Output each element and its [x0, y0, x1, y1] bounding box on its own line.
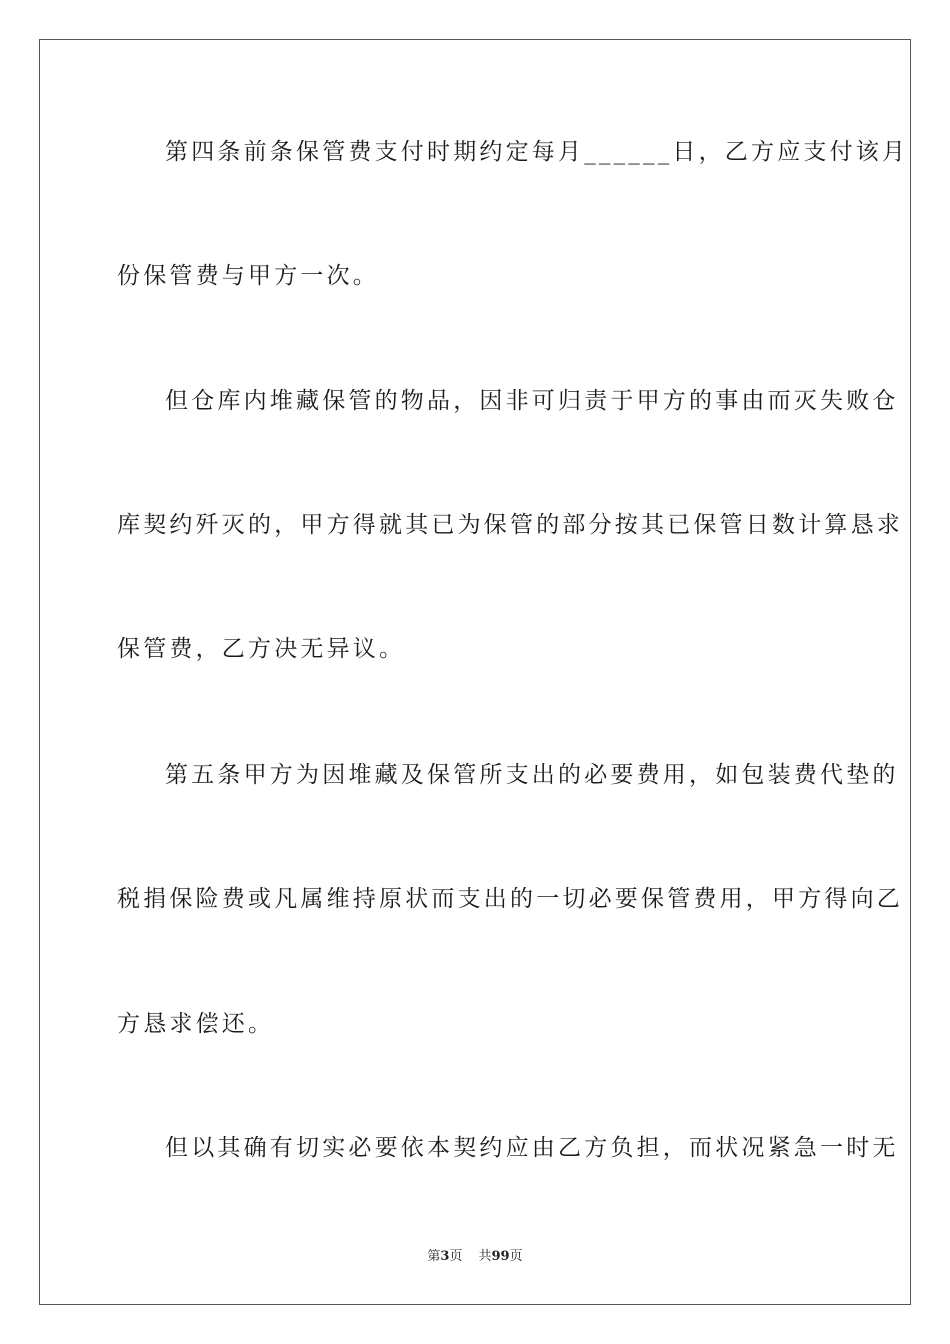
paragraph-line: 保管费，乙方决无异议。	[117, 636, 406, 662]
paragraph-line: 库契约歼灭的，甲方得就其已为保管的部分按其已保管日数计算恳求	[117, 512, 903, 538]
paragraph-line: 方恳求偿还。	[117, 1011, 275, 1037]
paragraph-line: 第四条前条保管费支付时期约定每月______日，乙方应支付该月	[165, 139, 909, 165]
page-frame	[39, 39, 911, 1305]
footer-total-prefix: 共	[478, 1249, 492, 1264]
paragraph-line: 但仓库内堆藏保管的物品，因非可归责于甲方的事由而灭失败仓	[165, 388, 899, 414]
footer-prefix: 第	[427, 1249, 441, 1264]
footer-total-suffix: 页	[509, 1249, 523, 1264]
page-footer	[0, 1248, 950, 1266]
paragraph-line: 份保管费与甲方一次。	[117, 263, 379, 289]
paragraph-line: 税捐保险费或凡属维持原状而支出的一切必要保管费用，甲方得向乙	[117, 886, 903, 912]
paragraph-line: 但以其确有切实必要依本契约应由乙方负担，而状况紧急一时无	[165, 1135, 899, 1161]
footer-page-suffix: 页	[449, 1249, 463, 1264]
paragraph-line: 第五条甲方为因堆藏及保管所支出的必要费用，如包装费代垫的	[165, 762, 899, 788]
current-page-number: 3	[440, 1249, 450, 1264]
total-page-count: 99	[491, 1249, 510, 1264]
